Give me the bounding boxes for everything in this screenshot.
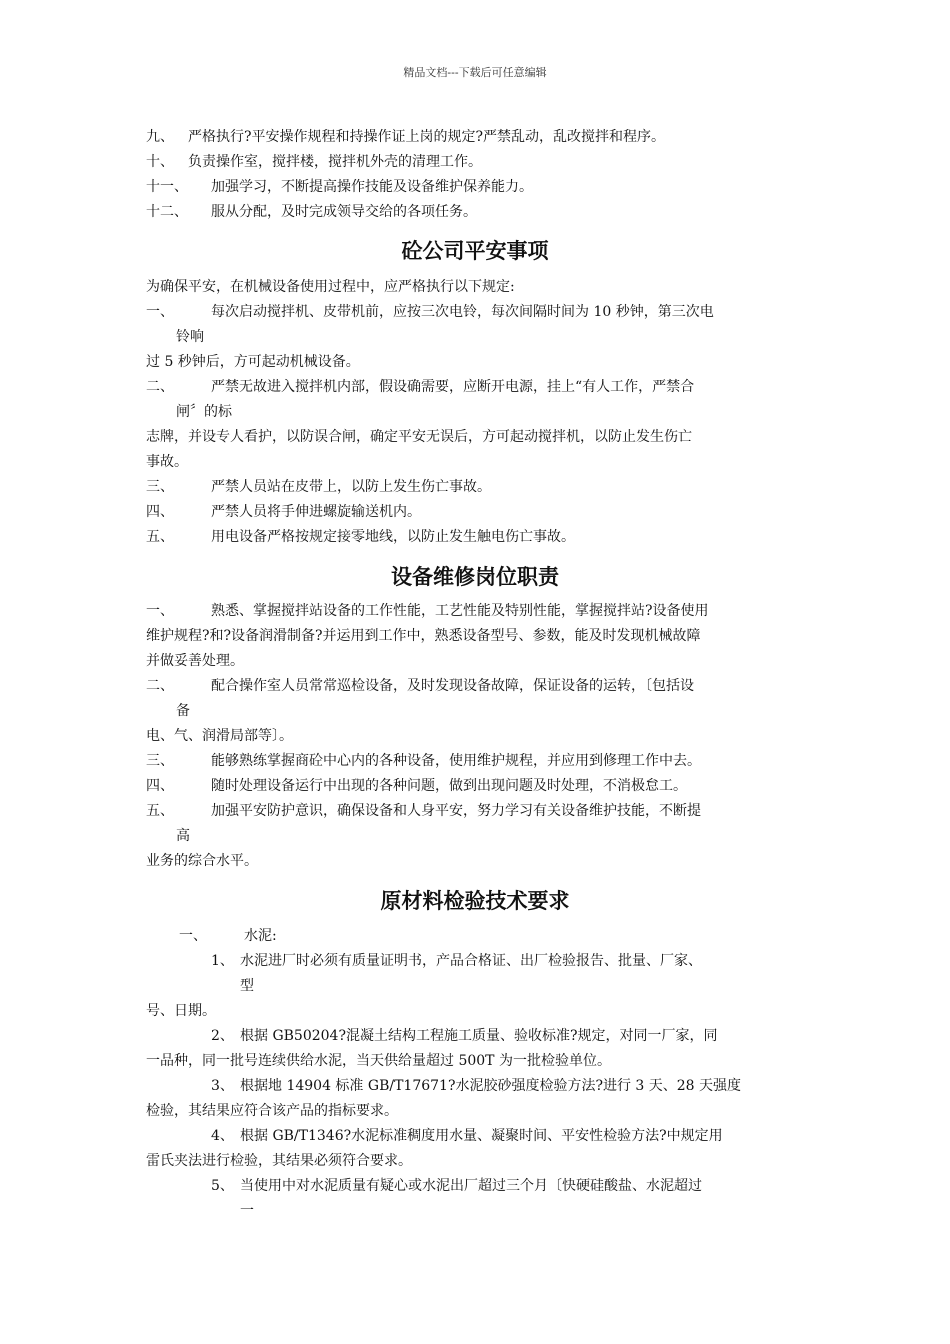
list-item-continuation: 志牌，并设专人看护，以防误合闸，确定平安无误后，方可起动搅拌机，以防止发生伤亡 [146, 429, 692, 445]
list-item-wrap: 铃响 [176, 329, 204, 345]
list-number: 四、 [146, 778, 174, 794]
list-item-continuation: 电、气、润滑局部等〕。 [146, 728, 293, 744]
list-item-continuation: 维护规程?和?设备润滑制备?并运用到工作中，熟悉设备型号、参数，能及时发现机械故障 [146, 628, 701, 644]
list-item-continuation: 事故。 [146, 454, 188, 470]
list-item-text: 配合操作室人员常常巡检设备，及时发现设备故障，保证设备的运转，〔包括设 [211, 678, 694, 694]
list-number: 3、 [211, 1078, 234, 1094]
list-item-text: 根据 GB50204?混凝土结构工程施工质量、验收标准?规定，对同一厂家，同 [240, 1028, 718, 1044]
list-number: 一、 [146, 603, 174, 619]
page-header: 精品文档---下载后可任意编辑 [403, 66, 547, 79]
list-item-text: 根据地 14904 标准 GB/T17671?水泥胶砂强度检验方法?进行 3 天、28 天强度 [240, 1078, 742, 1094]
list-number: 十、 [146, 154, 174, 170]
list-item-text: 当使用中对水泥质量有疑心或水泥出厂超过三个月〔快硬硅酸盐、水泥超过 [240, 1178, 702, 1194]
list-number: 三、 [146, 479, 174, 495]
list-item-text: 根据 GB/T1346?水泥标准稠度用水量、凝聚时间、平安性检验方法?中规定用 [240, 1128, 723, 1144]
list-item-wrap: 备 [176, 703, 190, 719]
list-number: 五、 [146, 529, 174, 545]
list-item-text: 严禁无故进入搅拌机内部，假设确需要，应断开电源，挂上“有人工作，严禁合 [211, 379, 695, 395]
section-title: 砼公司平安事项 [401, 239, 549, 263]
list-item-text: 服从分配，及时完成领导交给的各项任务。 [211, 204, 477, 220]
list-item-text: 负责操作室，搅拌楼，搅拌机外壳的清理工作。 [188, 154, 482, 170]
list-item-text: 加强学习，不断提高操作技能及设备维护保养能力。 [211, 179, 533, 195]
list-item-continuation: 过 5 秒钟后，方可起动机械设备。 [146, 354, 360, 370]
list-item-continuation: 一品种，同一批号连续供给水泥，当天供给量超过 500T 为一批检验单位。 [146, 1053, 611, 1069]
list-item-text: 能够熟练掌握商砼中心内的各种设备，使用维护规程，并应用到修理工作中去。 [211, 753, 701, 769]
list-item-wrap: 型 [240, 978, 254, 994]
list-number: 5、 [211, 1178, 234, 1194]
list-number: 四、 [146, 504, 174, 520]
list-number: 一、 [146, 304, 174, 320]
subsection-number: 一、 [179, 928, 207, 944]
list-number: 1、 [211, 953, 234, 969]
list-item-wrap: 闸〞的标 [176, 404, 232, 420]
list-number: 二、 [146, 678, 174, 694]
list-number: 十二、 [146, 204, 188, 220]
list-number: 2、 [211, 1028, 234, 1044]
section-title: 原材料检验技术要求 [380, 889, 570, 913]
list-item-text: 熟悉、掌握搅拌站设备的工作性能，工艺性能及特别性能，掌握搅拌站?设备使用 [211, 603, 709, 619]
list-item-continuation: 雷氏夹法进行检验，其结果必须符合要求。 [146, 1153, 412, 1169]
section-intro: 为确保平安，在机械设备使用过程中，应严格执行以下规定: [146, 279, 515, 295]
list-item-continuation: 业务的综合水平。 [146, 853, 258, 869]
list-item-wrap: 一 [240, 1203, 254, 1219]
list-number: 4、 [211, 1128, 234, 1144]
list-item-text: 每次启动搅拌机、皮带机前，应按三次电铃，每次间隔时间为 10 秒钟，第三次电 [211, 304, 714, 320]
list-item-text: 严格执行?平安操作规程和持操作证上岗的规定?严禁乱动，乱改搅拌和程序。 [188, 129, 666, 145]
subsection-title: 水泥: [244, 928, 277, 944]
list-item-text: 水泥进厂时必须有质量证明书，产品合格证、出厂检验报告、批量、厂家、 [240, 953, 702, 969]
list-number: 五、 [146, 803, 174, 819]
list-number: 九、 [146, 129, 174, 145]
list-item-wrap: 高 [176, 828, 190, 844]
list-item-continuation: 号、日期。 [146, 1003, 216, 1019]
list-item-text: 严禁人员将手伸进螺旋输送机内。 [211, 504, 421, 520]
list-item-text: 随时处理设备运行中出现的各种问题，做到出现问题及时处理，不消极怠工。 [211, 778, 687, 794]
list-number: 二、 [146, 379, 174, 395]
list-item-text: 用电设备严格按规定接零地线，以防止发生触电伤亡事故。 [211, 529, 575, 545]
section-title: 设备维修岗位职责 [391, 565, 559, 589]
list-item-continuation: 并做妥善处理。 [146, 653, 244, 669]
list-number: 三、 [146, 753, 174, 769]
list-number: 十一、 [146, 179, 188, 195]
list-item-text: 加强平安防护意识，确保设备和人身平安，努力学习有关设备维护技能，不断提 [211, 803, 701, 819]
list-item-continuation: 检验，其结果应符合该产品的指标要求。 [146, 1103, 398, 1119]
list-item-text: 严禁人员站在皮带上，以防上发生伤亡事故。 [211, 479, 491, 495]
